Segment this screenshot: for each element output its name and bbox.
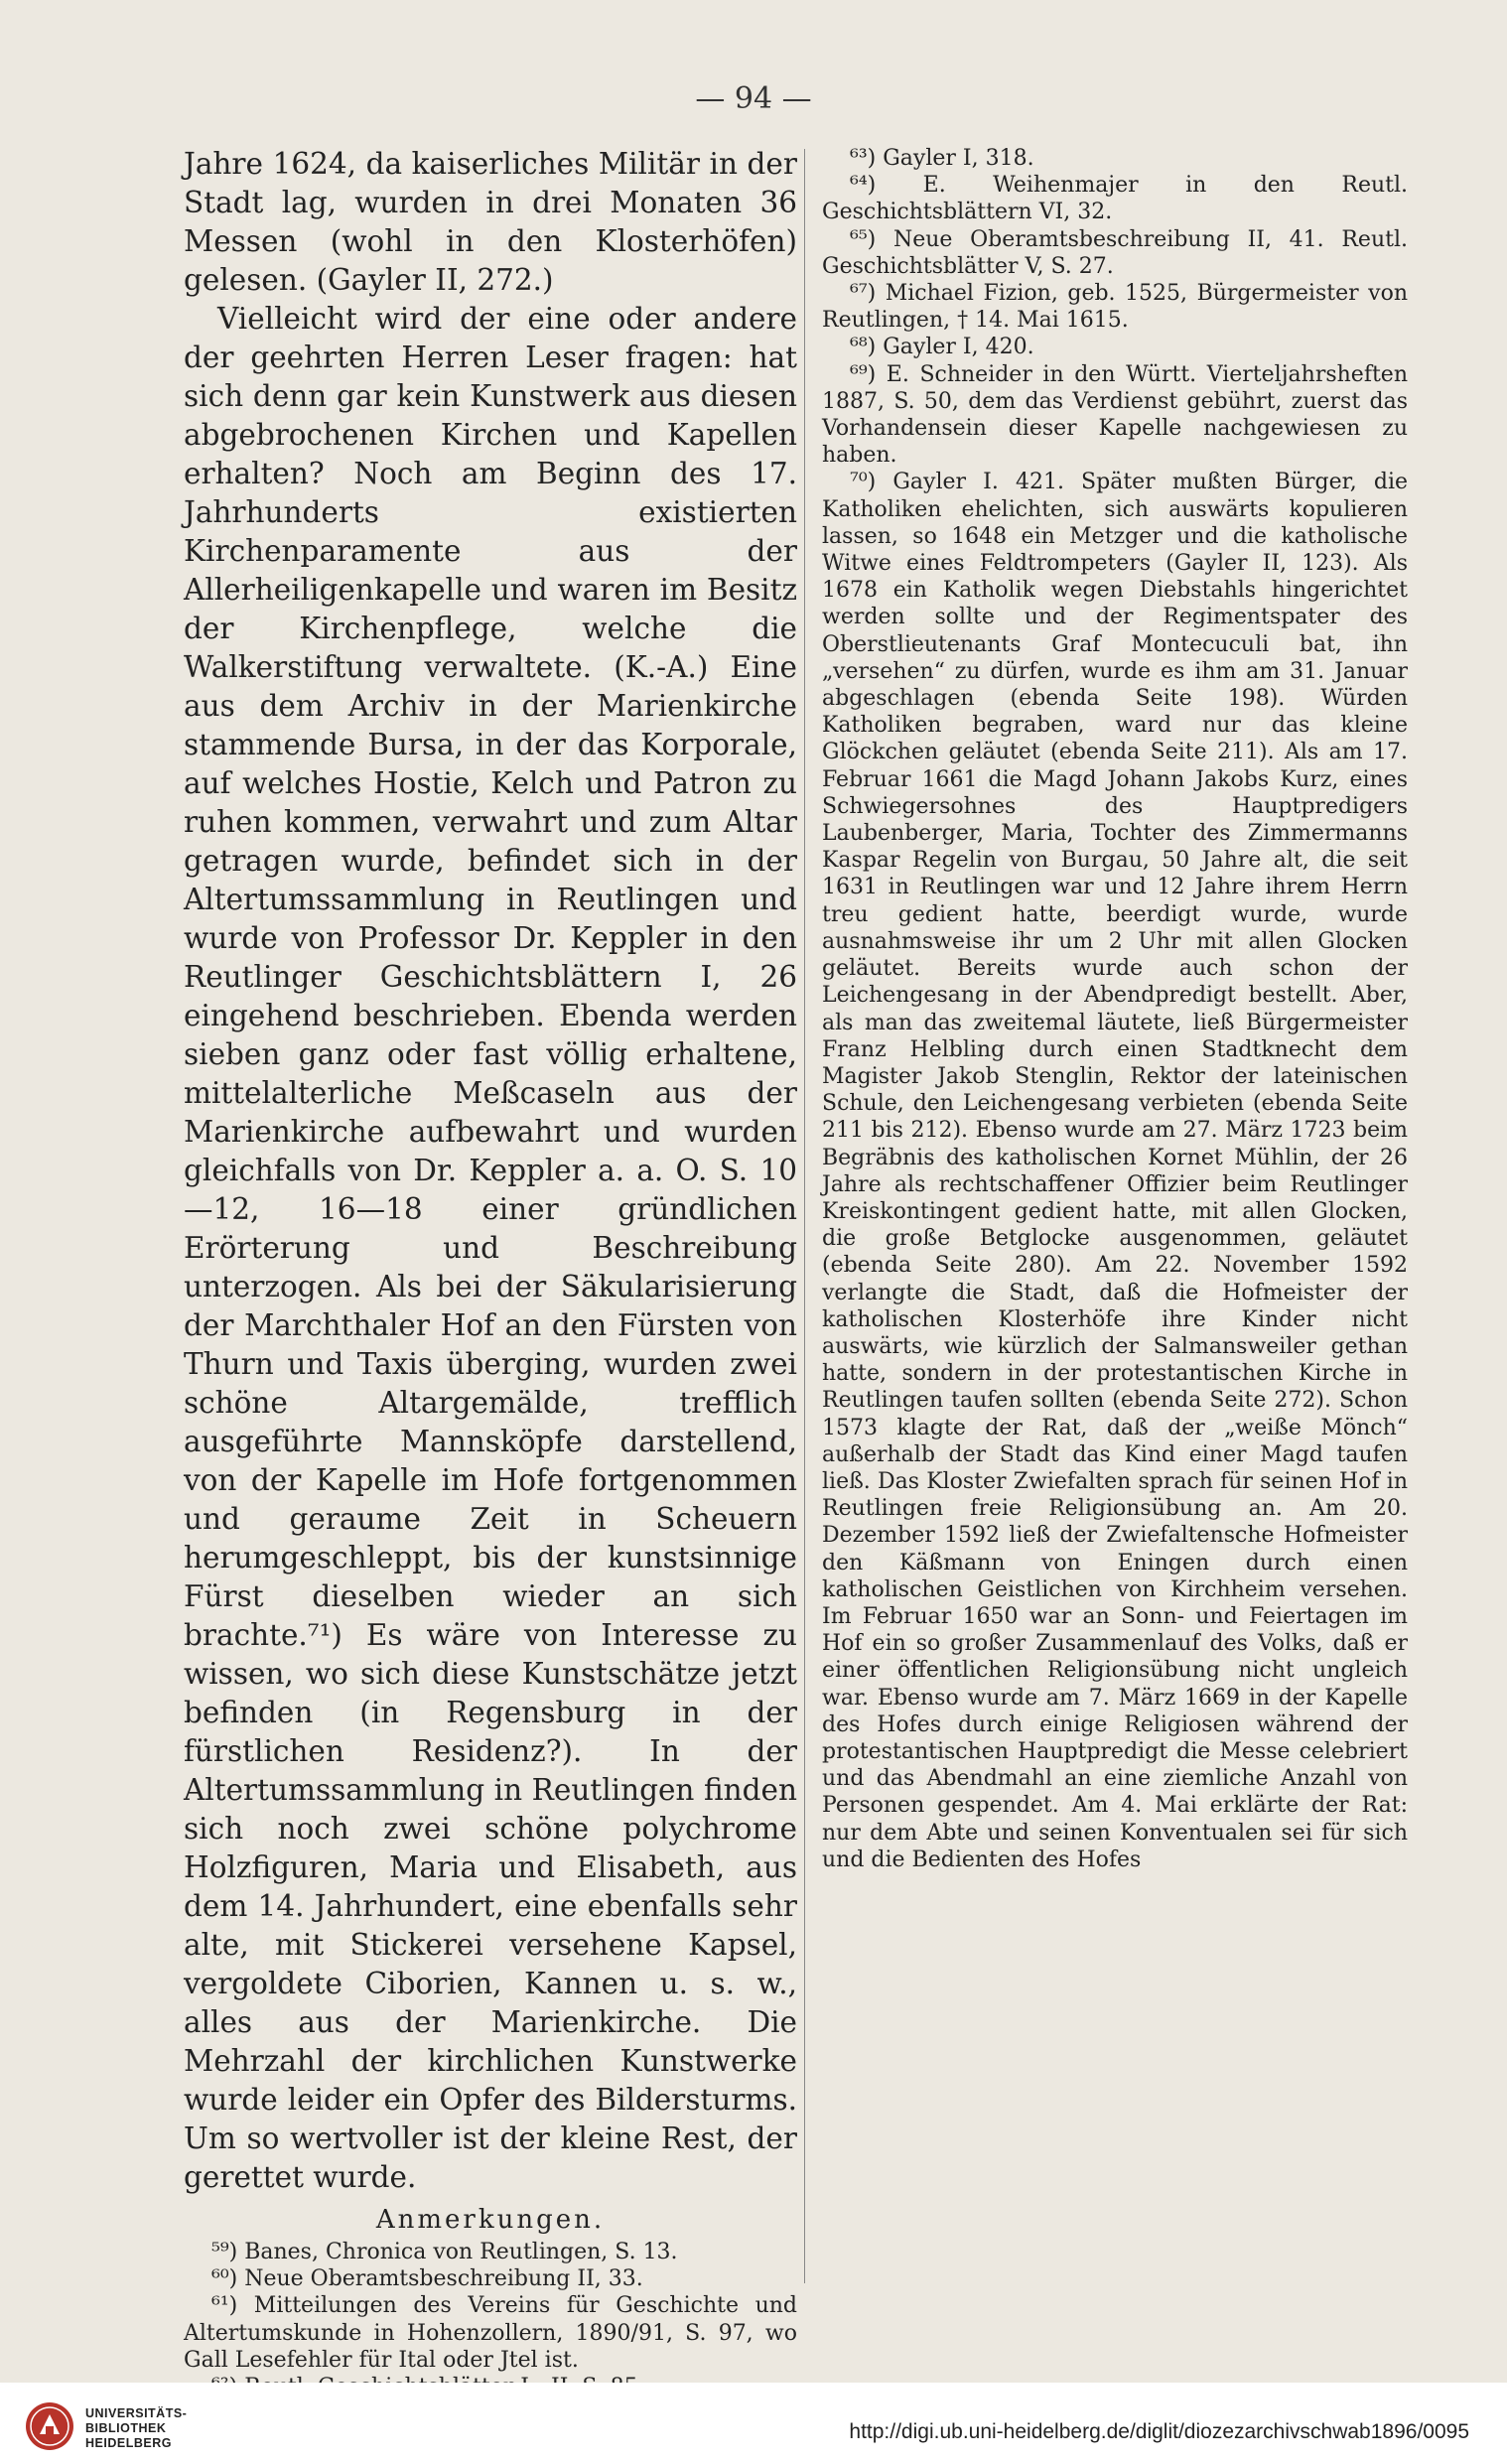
footnote: ⁶⁷) Michael Fizion, geb. 1525, Bürgermeister von Reutlingen, † 14. Mai 1615. xyxy=(822,281,1408,334)
permalink-url[interactable]: http://digi.ub.uni-heidelberg.de/diglit/diozezarchivschwab1896/0095 xyxy=(849,2420,1469,2443)
footnote: ⁶⁵) Neue Oberamtsbeschreibung II, 41. Reutl. Geschichtsblätter V, S. 27. xyxy=(822,226,1408,279)
footnote: ⁶⁰) Neue Oberamtsbeschreibung II, 33. xyxy=(211,2266,643,2292)
logo-line: UNIVERSITÄTS- xyxy=(85,2406,188,2420)
footnote: ⁶¹) Mitteilungen des Vereins für Geschichte und Altertumskunde in Hohenzollern, 1890/91, S. 97, wo Gall Lesefehler für Ital oder Jtel ist. xyxy=(184,2293,797,2373)
body-paragraph: Vielleicht wird der eine oder andere der geehrten Herren Leser fragen: hat sich denn gar kein Kunstwerk aus diesen abgebrochenen Kirchen und Kapellen erhalten? Noch am Beginn des 17. Jahrhunderts existierten Kirchenparamente aus der Allerheiligenkapelle und waren im Besitz der Kirchenpflege, welche die Walkerstiftung verwaltete. (K.-A.) Eine aus dem Archiv in der Marienkirche stammende Bursa, in der das Korporale, auf welches Hostie, Kelch und Patron zu ruhen kommen, verwahrt und zum Altar getragen wurde, befindet sich in der Altertumssammlung in Reutlingen und wurde von Professor Dr. Keppler in den Reutlinger Geschichtsblättern I, 26 eingehend beschrieben. Ebenda werden sieben ganz oder fast völlig erhaltene, mittelalterliche Meßcaseln aus der Marienkirche aufbewahrt und wurden gleichfalls von Dr. Keppler a. a. O. S. 10—12, 16—18 einer gründlichen Erörterung und Beschreibung unterzogen. Als bei der Säkularisierung der Marchthaler Hof an den Fürsten von Thurn und Taxis überging, wurden zwei schöne Altargemälde, trefflich ausgeführte Mannsköpfe darstellend, von der Kapelle im Hofe fortgenommen und geraume Zeit in Scheuern herumgeschleppt, bis der kunstsinnige Fürst dieselben wieder an sich brachte.⁷¹) Es wäre von Interesse zu wissen, wo sich diese Kunstschätze jetzt befinden (in Regensburg in der fürstlichen Residenz?). In der Altertumssammlung in Reutlingen finden sich noch zwei schöne polychrome Holzfiguren, Maria und Elisabeth, aus dem 14. Jahrhundert, eine ebenfalls sehr alte, mit Stickerei versehene Kapsel, vergoldete Ciborien, Kannen u. s. w., alles aus der Marienkirche. Die Mehrzahl der kirchlichen Kunstwerke wurde leider ein Opfer des Bildersturms. Um so wertvoller ist der kleine Rest, der gerettet wurde. xyxy=(184,302,797,2194)
footnote: ⁷⁰) Gayler I. 421. Später mußten Bürger, die Katholiken ehelichten, sich auswärts kopulieren lassen, so 1648 ein Metzger und die katholische Witwe eines Feldtrompeters (Gayler II, 123). Als 1678 ein Katholik wegen Diebstahls hingerichtet werden sollte und der Regimentspater des Oberstlieutenants Graf Montecuculi bat, ihn „versehen“ zu dürfen, wurde es ihm am 31. Januar abgeschlagen (ebenda Seite 198). Würden Katholiken begraben, ward nur das kleine Glöckchen geläutet (ebenda Seite 211). Als am 17. Februar 1661 die Magd Johann Jakobs Kurz, eines Schwiegersohnes des Hauptpredigers Laubenberger, Maria, Tochter des Zimmermanns Kaspar Regelin von Burgau, 50 Jahre alt, die seit 1631 in Reutlingen war und 12 Jahre ihrem Herrn treu gedient hatte, beerdigt wurde, wurde ausnahmsweise ihr um 2 Uhr mit allen Glocken geläutet. Bereits wurde auch schon der Leichengesang in der Abendpredigt bestellt. Aber, als man das zweitemal läutete, ließ Bürgermeister Franz Helbling durch einen Stadtknecht dem Magister Jakob Stenglin, Rektor der lateinischen Schule, den Leichengesang verbieten (ebenda Seite 211 bis 212). Ebenso wurde am 27. März 1723 beim Begräbnis des katholischen Kornet Mühlin, der 26 Jahre als rechtschaffener Offizier beim Reutlinger Kreiskontingent gedient hatte, mit allen Glocken, die große Betglocke ausgenommen, geläutet (ebenda Seite 280). Am 22. November 1592 verlangte die Stadt, daß die Hofmeister der katholischen Klosterhöfe ihre Kinder nicht auswärts, wie kürzlich der Salmansweiler gethan hatte, sondern in der protestantischen Kirche in Reutlingen taufen sollten (ebenda Seite 272). Schon 1573 klagte der Rat, daß der „weiße Mönch“ außerhalb der Stadt das Kind einer Magd taufen ließ. Das Kloster Zwiefalten sprach für seinen Hof in Reutlingen freie Religionsübung an. Am 20. Dezember 1592 ließ der Zwiefaltensche Hofmeister den Käßmann von Eningen durch einen katholischen Geistlichen von Kirchheim versehen. Im Februar 1650 war an Sonn- und Feiertagen im Hof ein so großer Zusammenlauf des Volks, daß er einer öffentlichen Religionsübung nicht ungleich war. Ebenso wurde am 7. März 1669 in der Kapelle des Hofes durch einige Religiosen während der protestantischen Hauptpredigt die Messe celebriert und das Abendmahl an eine ziemliche Anzahl von Personen gespendet. Am 4. Mai erklärte der Rat: nur dem Abte und seinen Konventualen sei für sich und die Bedienten des Hofes xyxy=(822,470,1408,1872)
footnote: ⁶⁴) E. Weihenmajer in den Reutl. Geschichtsblättern VI, 32. xyxy=(822,173,1408,225)
footnote: ⁶³) Gayler I, 318. xyxy=(850,146,1034,171)
logo-line: BIBLIOTHEK xyxy=(85,2421,167,2435)
footnote: ⁶⁹) E. Schneider in den Württ. Vierteljahrsheften 1887, S. 50, dem das Verdienst gebührt, zuerst das Vorhandensein dieser Kapelle nachgewiesen zu haben. xyxy=(822,361,1408,469)
seal-icon xyxy=(24,2400,75,2452)
right-column xyxy=(822,145,1408,2269)
column-divider xyxy=(804,149,805,2283)
library-logo[interactable] xyxy=(24,2398,342,2454)
left-column xyxy=(184,145,797,2373)
notes-heading: Anmerkungen. xyxy=(375,2205,606,2235)
logo-line: HEIDELBERG xyxy=(85,2436,172,2450)
viewer-footer xyxy=(0,2383,1507,2464)
footnote: ⁵⁹) Banes, Chronica von Reutlingen, S. 13. xyxy=(211,2240,678,2264)
body-paragraph: Jahre 1624, da kaiserliches Militär in der Stadt lag, wurden in drei Monaten 36 Messen (wohl in den Klosterhöfen) gelesen. (Gayler II, 272.) xyxy=(184,147,797,297)
logo-text xyxy=(85,2406,187,2451)
page-number: — 94 — xyxy=(695,81,812,116)
footnote: ⁶⁸) Gayler I, 420. xyxy=(850,335,1034,360)
